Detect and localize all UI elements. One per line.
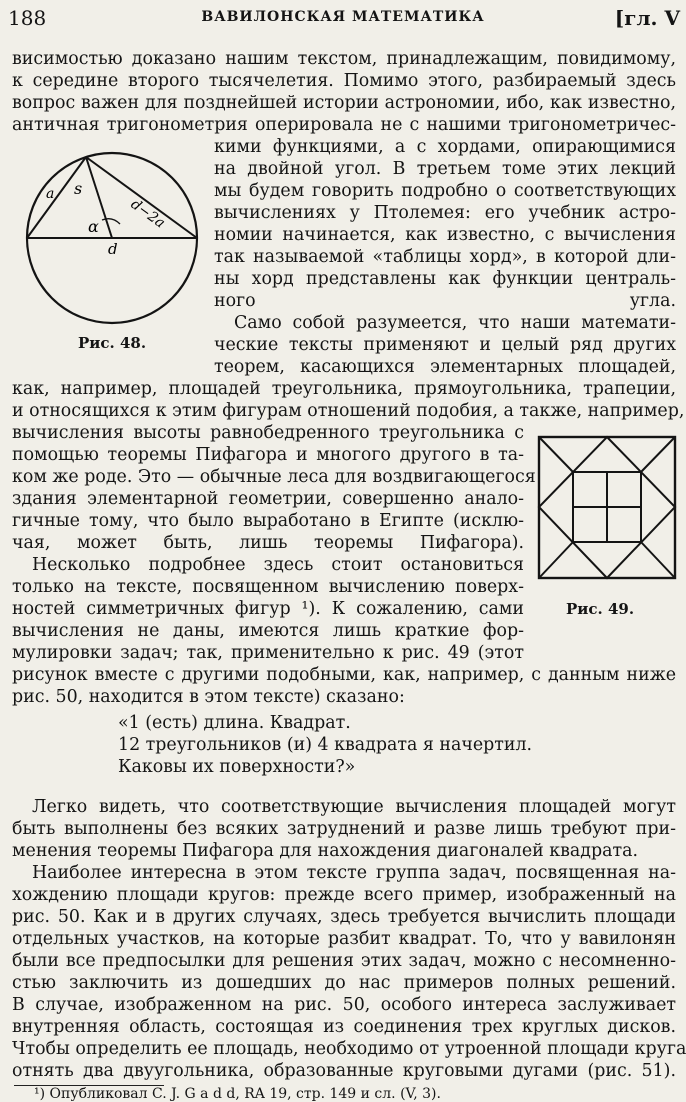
- chapter-marker: [гл. V: [614, 6, 680, 30]
- text-line: быть выполнены без всяких затруднений и разве лишь требуют при-: [12, 819, 676, 839]
- text-line: мулировки задач; так, применительно к рис. 49 (этот: [12, 643, 524, 663]
- label-alpha: α: [88, 217, 99, 236]
- text-line: стью заключить из дошедших до нас примеров полных решений.: [12, 973, 676, 993]
- text-line: менения теоремы Пифагора для нахождения диагоналей квадрата.: [12, 841, 639, 861]
- text-line: рис. 50. Как и в других случаях, здесь требуется вычислить площади: [12, 907, 676, 927]
- text-line: ческие тексты применяют и целый ряд других: [214, 335, 676, 355]
- text-line: помощью теоремы Пифагора и многого другого в та-: [12, 445, 524, 465]
- text-line: В случае, изображенном на рис. 50, особого интереса заслуживает: [12, 995, 676, 1015]
- text-line: как, например, площадей треугольника, прямоугольника, трапеции,: [12, 379, 676, 399]
- text-line: вычислениях у Птолемея: его учебник астро-: [214, 203, 676, 223]
- text-line: Наиболее интересна в этом тексте группа задач, посвященная на-: [32, 863, 676, 883]
- text-line: отдельных участков, на которые разбит квадрат. То, что у вавилонян: [12, 929, 676, 949]
- text-line: гичные тому, что было выработано в Египте (исклю-: [12, 511, 524, 531]
- text-line: Несколько подробнее здесь стоит остановиться: [32, 555, 524, 575]
- text-line: вопрос важен для позднейшей истории астрономии, ибо, как известно,: [12, 93, 676, 113]
- label-s: s: [74, 179, 83, 198]
- text-line: так называемой «таблицы хорд», в которой дли-: [214, 247, 676, 267]
- text-line: только на тексте, посвященном вычислению поверх-: [12, 577, 524, 597]
- text-line: рис. 50, находится в этом тексте) сказано:: [12, 687, 405, 707]
- quote-line: 12 треугольников (и) 4 квадрата я начертил.: [118, 735, 533, 755]
- text-line: здания элементарной геометрии, совершенно анало-: [12, 489, 524, 509]
- text-line: ком же роде. Это — обычные леса для воздвигающегося: [12, 467, 536, 487]
- text-line: отнять два двуугольника, образованные круговыми дугами (рис. 51).: [12, 1061, 676, 1081]
- text-line: номии начинается, как известно, с вычисления: [214, 225, 676, 245]
- text-line: античная тригонометрия оперировала не с нашими тригонометричес-: [12, 115, 676, 135]
- quote-line: Каковы их поверхности?»: [118, 757, 356, 777]
- text-line: к середине второго тысячелетия. Помимо этого, разбираемый здесь: [12, 71, 676, 91]
- text-line: теорем, касающихся элементарных площадей,: [214, 357, 676, 377]
- label-a: a: [46, 186, 55, 202]
- page-number: 188: [8, 6, 47, 30]
- text-line: ностей симметричных фигур ¹). К сожалению, сами: [12, 599, 524, 619]
- text-line: рисунок вместе с другими подобными, как, например, с данным ниже: [12, 665, 676, 685]
- running-header: [0, 0, 686, 36]
- text-line: ны хорд представлены как функции централь-: [214, 269, 676, 289]
- text-line: кими функциями, а с хордами, опирающимися: [214, 137, 676, 157]
- text-line: Легко видеть, что соответствующие вычисления площадей могут: [32, 797, 676, 817]
- text-line: внутренняя область, состоящая из соединения трех круглых дисков.: [12, 1017, 676, 1037]
- angle-arc: [102, 219, 120, 224]
- figure-49-caption: Рис. 49.: [566, 600, 635, 618]
- text-line: на двойной угол. В третьем томе этих лекций: [214, 159, 676, 179]
- text-line: Само собой разумеется, что наши математи-: [234, 313, 676, 333]
- text-line: Чтобы определить ее площадь, необходимо от утроенной площади круга: [12, 1039, 686, 1059]
- text-line: были все предпосылки для решения этих задач, можно с несомненно-: [12, 951, 676, 971]
- corner-line-tl: [539, 437, 573, 472]
- text-line: хождению площади кругов: прежде всего пример, изображенный на: [12, 885, 676, 905]
- corner-line-bl: [539, 542, 573, 578]
- text-line: и относящихся к этим фигурам отношений подобия, а также, например,: [12, 401, 685, 421]
- corner-line-br: [641, 542, 675, 578]
- label-d-minus-2a: d−2a: [127, 196, 168, 232]
- running-title: ВАВИЛОНСКАЯ МАТЕМАТИКА: [201, 9, 485, 25]
- figure-48-caption: Рис. 48.: [78, 334, 147, 352]
- text-line: ного угла.: [214, 291, 676, 311]
- text-line: висимостью доказано нашим текстом, принадлежащим, повидимому,: [12, 49, 676, 69]
- figure-48-diagram: [22, 150, 202, 330]
- label-d: d: [108, 240, 118, 258]
- corner-line-tr: [641, 437, 675, 472]
- chord-right: [86, 157, 197, 238]
- text-line: вычисления высоты равнобедренного треугольника с: [12, 423, 524, 443]
- text-line: чая, может быть, лишь теоремы Пифагора).: [12, 533, 524, 553]
- figure-49-diagram: [537, 435, 677, 580]
- footnote: ¹) Опубликовал C. J. G a d d, RA 19, стр. 149 и сл. (V, 3).: [34, 1086, 441, 1102]
- text-line: мы будем говорить подробно о соответствующих: [214, 181, 676, 201]
- quote-line: «1 (есть) длина. Квадрат.: [118, 713, 351, 733]
- text-line: вычисления не даны, имеются лишь краткие фор-: [12, 621, 524, 641]
